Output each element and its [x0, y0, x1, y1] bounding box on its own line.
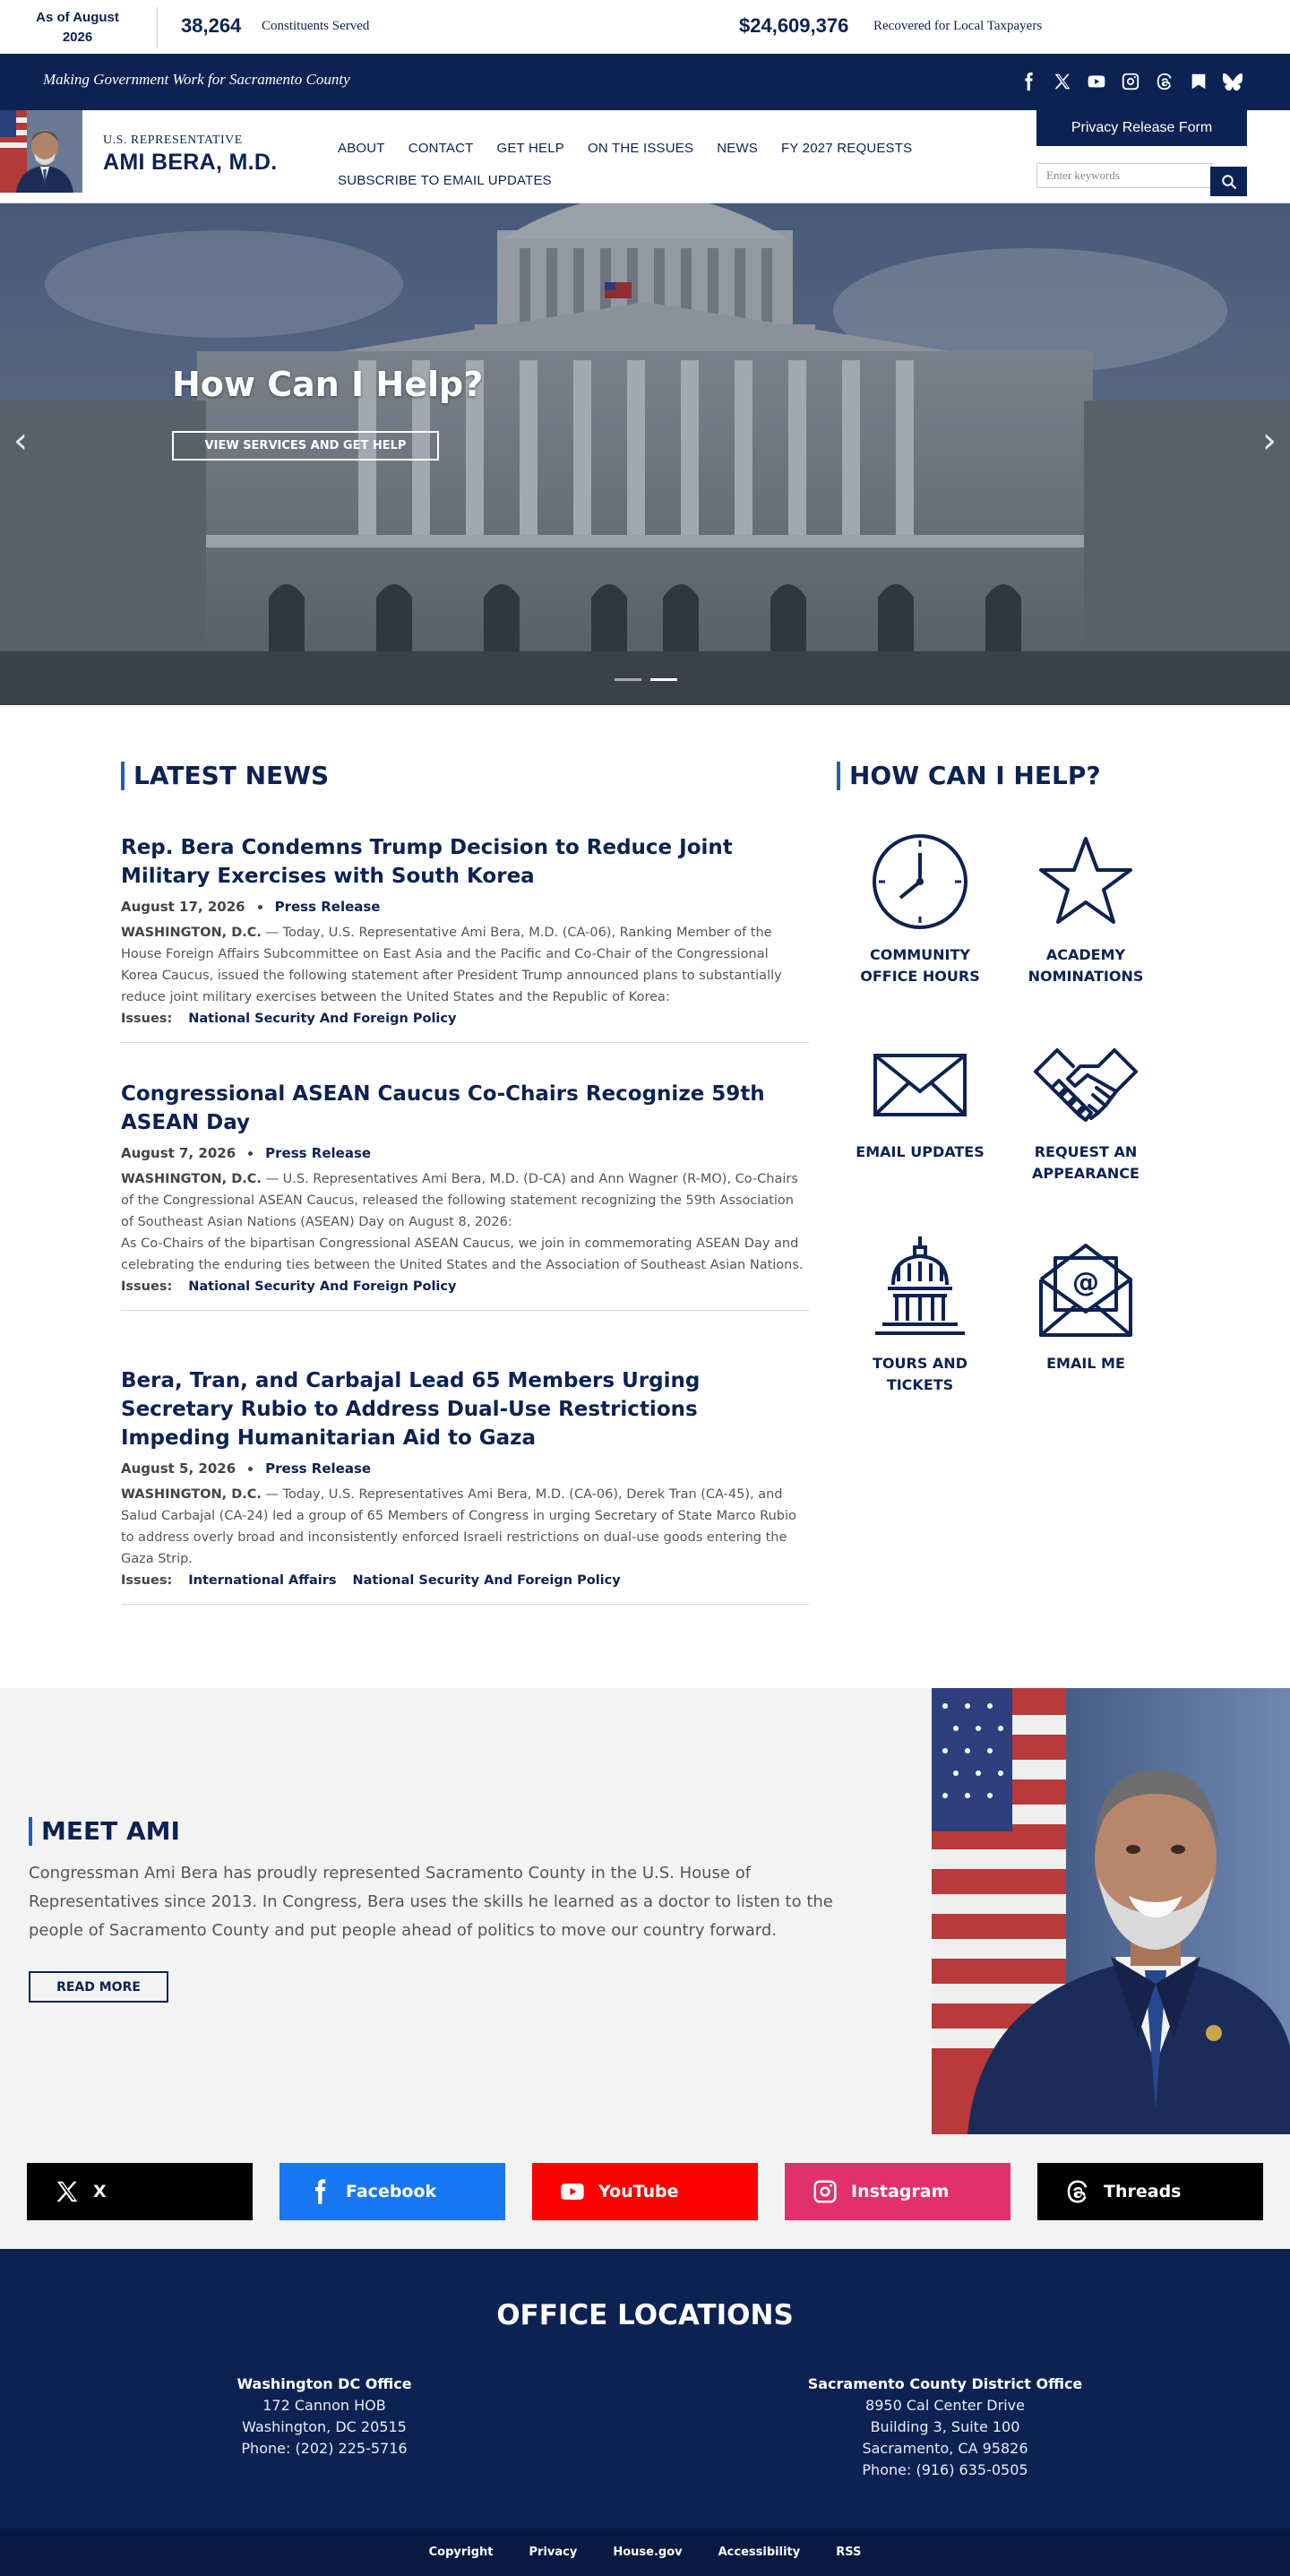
- as-of-line-1: As of August: [36, 10, 119, 25]
- capitol-icon: [870, 1235, 970, 1340]
- social-buttons-band: [0, 2134, 1290, 2249]
- help-card-request-an-appearance[interactable]: [1017, 1039, 1155, 1185]
- carousel-dot-1[interactable]: [615, 678, 641, 681]
- x-button[interactable]: [27, 2163, 253, 2220]
- news-body-text: — U.S. Representatives Ami Bera, M.D. (D-CA) and Ann Wagner (R-MO), Co-Chairs of the Congressional ASEAN Caucus, released the following statement recognizing the 59th Association of Southeast Asian Nations (ASEAN) Day on August 8, 2026:: [121, 1172, 798, 1229]
- office-locations-footer: [0, 2249, 1290, 2529]
- as-of-label: [22, 8, 133, 47]
- logo-name[interactable]: AMI BERA, M.D.: [103, 150, 278, 175]
- instagram-button[interactable]: [785, 2163, 1010, 2220]
- stats-bar: [0, 0, 1290, 54]
- recovered-label: Recovered for Local Taxpayers: [873, 19, 1043, 33]
- footer-link-rss[interactable]: RSS: [836, 2546, 862, 2559]
- meet-ami-heading: MEET AMI: [29, 1817, 180, 1846]
- news-dateline: WASHINGTON, D.C.: [121, 1172, 262, 1186]
- x-icon: [54, 2178, 81, 2205]
- footer-link-copyright[interactable]: Copyright: [428, 2546, 494, 2559]
- dc-office-address-2: Washington, DC 20515: [242, 2418, 407, 2435]
- news-title-link[interactable]: Congressional ASEAN Caucus Co-Chairs Recognize 59th ASEAN Day: [121, 1082, 765, 1134]
- nav-fy-2027-requests[interactable]: FY 2027 REQUESTS: [781, 140, 913, 156]
- youtube-icon[interactable]: [1086, 71, 1107, 92]
- facebook-icon: [306, 2178, 333, 2205]
- news-type-link[interactable]: Press Release: [274, 899, 381, 915]
- footer-link-house-gov[interactable]: House.gov: [613, 2546, 683, 2559]
- news-issues: [121, 1279, 809, 1310]
- email-at-icon: [1036, 1235, 1136, 1340]
- help-label: REQUEST AN APPEARANCE: [1032, 1143, 1140, 1182]
- issues-label: Issues:: [121, 1012, 173, 1026]
- footer-link-accessibility[interactable]: Accessibility: [718, 2546, 801, 2559]
- main-navigation: [338, 132, 911, 196]
- nav-contact[interactable]: CONTACT: [408, 140, 474, 156]
- district-office: [748, 2374, 1142, 2481]
- news-item: [121, 833, 809, 1043]
- constituents-served-count: 38,264: [181, 14, 242, 37]
- instagram-icon: [812, 2178, 838, 2205]
- hero-title: How Can I Help?: [172, 365, 484, 404]
- youtube-button[interactable]: [532, 2163, 758, 2220]
- privacy-release-form-button[interactable]: Privacy Release Form: [1036, 110, 1247, 146]
- news-item: [121, 1366, 809, 1605]
- issue-tag-link[interactable]: National Security And Foreign Policy: [352, 1573, 621, 1588]
- issue-tag-link[interactable]: National Security And Foreign Policy: [188, 1012, 457, 1026]
- facebook-icon[interactable]: [1018, 71, 1039, 92]
- dc-office: [127, 2374, 521, 2460]
- envelope-icon: [870, 1039, 970, 1129]
- help-label: EMAIL ME: [1046, 1355, 1125, 1372]
- nav-on-the-issues[interactable]: ON THE ISSUES: [588, 140, 694, 156]
- news-item: [121, 1080, 809, 1311]
- hero-carousel: [0, 203, 1290, 705]
- news-meta: [121, 1460, 809, 1477]
- instagram-icon[interactable]: [1120, 71, 1141, 92]
- help-label: COMMUNITY OFFICE HOURS: [860, 946, 980, 985]
- footer-links-bar: [0, 2529, 1290, 2576]
- news-date: August 7, 2026: [121, 1145, 236, 1161]
- svg-text:@: @: [1072, 1267, 1099, 1298]
- news-date: August 17, 2026: [121, 899, 245, 915]
- bullet-separator: [248, 1151, 253, 1156]
- news-summary: [121, 922, 809, 1008]
- star-icon: [1036, 831, 1136, 932]
- nav-about[interactable]: ABOUT: [338, 140, 385, 156]
- how-can-i-help-heading: HOW CAN I HELP?: [837, 762, 1101, 790]
- carousel-next-arrow[interactable]: ›: [1262, 420, 1277, 461]
- recovered-amount: $24,609,376: [739, 14, 849, 37]
- help-label: ACADEMY NOMINATIONS: [1028, 946, 1144, 985]
- meet-ami-bio: Congressman Ami Bera has proudly represented Sacramento County in the U.S. House of Representatives since 2013. In Congress, Bera uses the skills he learned as a doctor to listen to the people of Sacramento County and put people ahead of politics to move our country forward.: [29, 1864, 833, 1940]
- dc-office-name: Washington DC Office: [236, 2375, 412, 2392]
- news-dateline: WASHINGTON, D.C.: [121, 926, 262, 940]
- district-office-address-3: Sacramento, CA 95826: [862, 2440, 1028, 2457]
- footer-link-privacy[interactable]: Privacy: [529, 2546, 578, 2559]
- help-label: TOURS AND TICKETS: [873, 1355, 968, 1393]
- district-office-address-1: 8950 Cal Center Drive: [865, 2397, 1025, 2414]
- news-issues: [121, 1573, 809, 1604]
- latest-news-heading: LATEST NEWS: [121, 762, 329, 790]
- meet-ami-section: [0, 1688, 1290, 2134]
- site-header: [0, 110, 1290, 203]
- carousel-dot-2[interactable]: [650, 678, 677, 681]
- news-body-text: — Today, U.S. Representative Ami Bera, M.D. (CA-06), Ranking Member of the House Foreign Affairs Subcommittee on East Asia and the Pacific and Co-Chair of the Congressional Korea Caucus, issued the following statement after President Trump announced plans to substantially reduce joint military exercises between the United States and the Republic of Korea:: [121, 926, 782, 1004]
- constituents-served-label: Constituents Served: [262, 19, 370, 33]
- nav-subscribe-email-updates[interactable]: SUBSCRIBE TO EMAIL UPDATES: [338, 172, 552, 188]
- logo-subtitle[interactable]: U.S. REPRESENTATIVE: [103, 134, 243, 147]
- help-card-community-office-hours[interactable]: [851, 831, 989, 987]
- header-social-icons: [1018, 71, 1243, 92]
- view-services-button[interactable]: VIEW SERVICES AND GET HELP: [172, 431, 439, 461]
- news-meta: [121, 1145, 809, 1161]
- office-locations-heading: OFFICE LOCATIONS: [496, 2299, 794, 2331]
- bullet-separator: [248, 1467, 253, 1471]
- carousel-dots: [615, 678, 677, 681]
- threads-button[interactable]: [1037, 2163, 1263, 2220]
- tagline-bar: [0, 54, 1290, 110]
- search-button[interactable]: [1210, 167, 1247, 196]
- x-icon[interactable]: [1052, 71, 1073, 92]
- nav-news[interactable]: NEWS: [717, 140, 759, 156]
- district-office-address-2: Building 3, Suite 100: [870, 2418, 1020, 2435]
- help-card-email-updates[interactable]: [851, 1039, 989, 1163]
- read-more-button[interactable]: READ MORE: [29, 1971, 168, 2003]
- news-dateline: WASHINGTON, D.C.: [121, 1487, 262, 1502]
- search-input[interactable]: [1036, 163, 1212, 188]
- site-tagline: Making Government Work for Sacramento County: [43, 71, 350, 88]
- youtube-icon: [559, 2178, 586, 2205]
- news-title-link[interactable]: Bera, Tran, and Carbajal Lead 65 Members Urging Secretary Rubio to Address Dual-Use Restrictions Impeding Humanitarian Aid to Gaza: [121, 1369, 701, 1450]
- news-summary: [121, 1168, 809, 1276]
- handshake-icon: [1032, 1039, 1140, 1129]
- news-meta: [121, 899, 809, 915]
- news-issues: [121, 1012, 809, 1042]
- issues-label: Issues:: [121, 1279, 173, 1294]
- news-body-text-2: As Co-Chairs of the bipartisan Congressional ASEAN Caucus, we join in commemorating ASEAN Day and celebrating the enduring ties between the United States and the Association of Southeast Asian Nations.: [121, 1236, 804, 1272]
- instagram-button-label: Instagram: [851, 2182, 950, 2201]
- bluesky-icon[interactable]: [1222, 71, 1243, 92]
- news-summary: [121, 1484, 809, 1570]
- threads-icon: [1064, 2178, 1091, 2205]
- issue-tag-link[interactable]: National Security And Foreign Policy: [188, 1279, 457, 1294]
- news-type-link[interactable]: Press Release: [265, 1145, 372, 1161]
- help-label: EMAIL UPDATES: [856, 1143, 985, 1160]
- help-card-academy-nominations[interactable]: [1017, 831, 1155, 987]
- news-date: August 5, 2026: [121, 1460, 236, 1477]
- district-office-phone: Phone: (916) 635-0505: [862, 2461, 1028, 2478]
- dc-office-phone: Phone: (202) 225-5716: [241, 2440, 408, 2457]
- as-of-line-2: 2026: [62, 30, 93, 45]
- stats-divider: [157, 7, 158, 48]
- district-office-name: Sacramento County District Office: [807, 2375, 1083, 2392]
- issues-label: Issues:: [121, 1573, 173, 1588]
- threads-button-label: Threads: [1104, 2182, 1182, 2201]
- news-title-link[interactable]: Rep. Bera Condemns Trump Decision to Reduce Joint Military Exercises with South Korea: [121, 836, 733, 888]
- nav-get-help[interactable]: GET HELP: [496, 140, 565, 156]
- youtube-button-label: YouTube: [598, 2182, 679, 2201]
- help-card-email-me[interactable]: [1017, 1235, 1155, 1374]
- facebook-button-label: Facebook: [346, 2182, 437, 2201]
- dc-office-address-1: 172 Cannon HOB: [262, 2397, 386, 2414]
- issue-tag-link[interactable]: International Affairs: [188, 1573, 337, 1588]
- ami-bera-portrait: [932, 1688, 1290, 2134]
- facebook-button[interactable]: [280, 2163, 505, 2220]
- threads-icon[interactable]: [1154, 71, 1175, 92]
- flipboard-icon[interactable]: [1188, 71, 1209, 92]
- x-button-label: X: [93, 2182, 107, 2201]
- clock-icon: [870, 831, 970, 932]
- help-card-tours-and-tickets[interactable]: [851, 1235, 989, 1396]
- news-body-text: — Today, U.S. Representatives Ami Bera, M.D. (CA-06), Derek Tran (CA-45), and Salud Carbajal (CA-24) led a group of 65 Members of Congress in urging Secretary of State Marco Rubio to address overly broad and inconsistently enforced Israeli restrictions on dual-use goods entering the Gaza Strip.: [121, 1487, 796, 1566]
- bullet-separator: [258, 905, 262, 909]
- search-icon: [1221, 174, 1237, 190]
- carousel-prev-arrow[interactable]: ‹: [13, 420, 28, 461]
- news-type-link[interactable]: Press Release: [265, 1460, 372, 1477]
- header-portrait[interactable]: [0, 110, 82, 193]
